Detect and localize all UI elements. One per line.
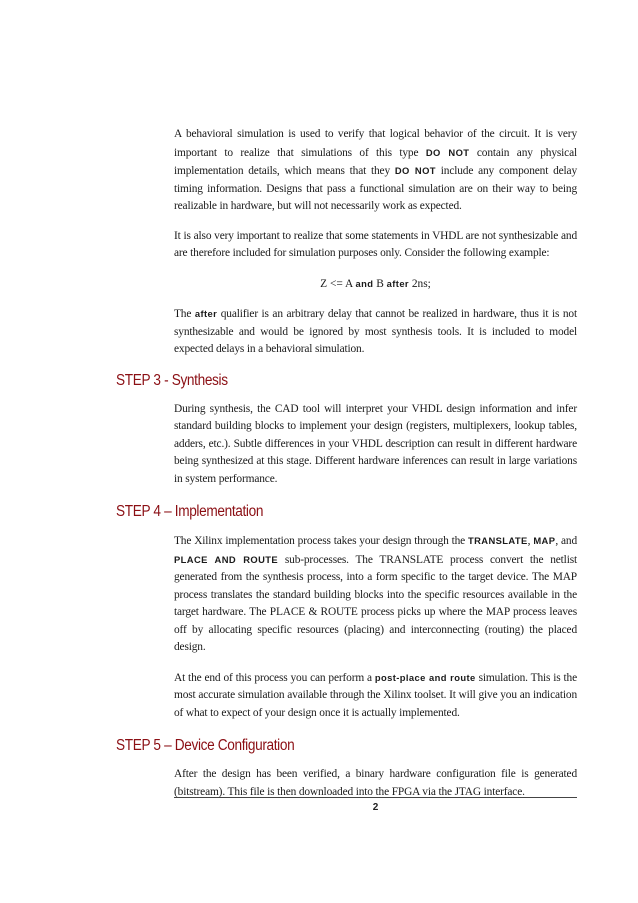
text-run: At the end of this process you can perform a	[174, 671, 375, 684]
text-run: The Xilinx implementation process takes your design through the	[174, 535, 468, 547]
text-run: Z <= A	[320, 277, 356, 290]
step3-section	[0, 371, 638, 489]
text-run: sub-processes. The TRANSLATE process convert the netlist generated from the synthesis process, into a form specific to the target device. The MAP process translates the standard building blocks into the specific resources available in the target hardware. The PLACE & ROUTE process picks up where the MAP process leaves off by allocating specific resources (placing) and interconnecting (routing) the placed design.	[174, 553, 578, 653]
text-run: include any component delay timing information. Designs that pass a functional simulation are on their way to being realizable in hardware, but will not necessarily work as expected.	[174, 165, 578, 212]
keyword-after: after	[194, 308, 218, 319]
step5-paragraph-1: After the design has been verified, a binary hardware configuration file is generated (bitstream). This file is then downloaded into the FPGA via the JTAG interface.	[174, 768, 577, 798]
step4-section	[0, 502, 638, 722]
text-run: , and	[555, 535, 577, 547]
text-run: B	[373, 277, 387, 290]
intro-paragraph-1	[174, 126, 577, 216]
keyword-after: after	[386, 277, 409, 289]
step3-paragraph-1: During synthesis, the CAD tool will interpret your VHDL design information and infer standard building blocks to implement your design (registers, multiplexers, lookup tables, adders, etc.). Subtle differences in your VHDL description can result in different hardware being synthesized at this stage. Different hardware inferences can result in large variations in system performance.	[174, 402, 577, 485]
text-run: A behavioral simulation is used to verify that logical behavior of the circuit. It is very important to realize that simulations of this type	[174, 128, 577, 159]
text-run: ,	[527, 535, 534, 547]
footer-divider	[174, 797, 577, 798]
step5-heading: STEP 5 – Device Configuration	[116, 737, 295, 754]
keyword-do-not: DO NOT	[425, 146, 470, 158]
step4-paragraph-2	[174, 669, 577, 723]
text-run: simulation. This is the most accurate simulation available through the Xilinx toolset. It will give you an indication of what to expect of your design once it is actually implemented.	[174, 671, 577, 719]
keyword-post-place-and-route: post-place and route	[374, 671, 476, 683]
page-number: 2	[372, 802, 379, 813]
step4-heading: STEP 4 – Implementation	[116, 503, 264, 520]
text-run: The	[174, 308, 195, 320]
keyword-translate: TRANSLATE	[468, 535, 528, 546]
keyword-and: and	[355, 277, 374, 289]
intro-paragraph-2: It is also very important to realize that some statements in VHDL are not synthesizable and are therefore included for simulation purposes only. Consider the following example:	[174, 229, 577, 259]
keyword-place-and-route: PLACE AND ROUTE	[174, 553, 279, 565]
vhdl-example-statement	[174, 275, 577, 294]
text-run: 2ns;	[408, 277, 431, 290]
step5-section	[0, 736, 638, 801]
intro-paragraph-3	[174, 305, 577, 359]
page-content	[0, 126, 638, 815]
text-run: contain any physical implementation details, which means that they	[174, 146, 578, 177]
text-run: qualifier is an arbitrary delay that cannot be realized in hardware, thus it is not synthesizable and would be ignored by most synthesis tools. It is included to model expected delays in a behavioral simulation.	[174, 308, 577, 355]
step3-heading: STEP 3 - Synthesis	[116, 371, 228, 389]
intro-section	[174, 126, 577, 359]
keyword-map: MAP	[533, 535, 556, 546]
step4-paragraph-1	[174, 532, 577, 657]
keyword-do-not: DO NOT	[394, 165, 436, 176]
